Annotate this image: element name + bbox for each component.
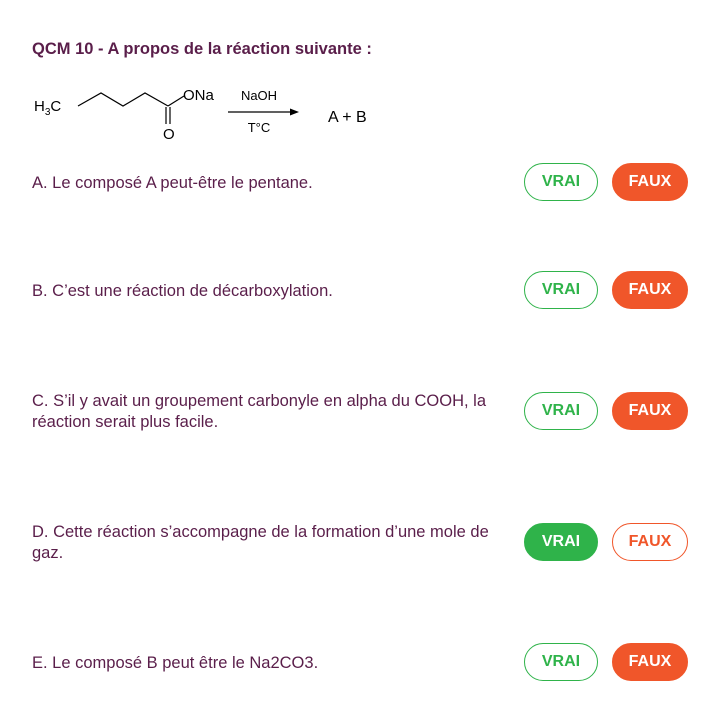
question-c-text: C. S’il y avait un groupement carbonyle en alpha du COOH, la réaction serait plus facile. — [32, 392, 486, 431]
question-c-faux-button[interactable]: FAUX — [612, 392, 688, 430]
methyl-label: $H_3C$ — [34, 98, 62, 118]
question-e-text: E. Le composé B peut être le Na2CO3. — [32, 654, 319, 672]
reaction-scheme — [28, 78, 408, 148]
reagent-temperature: T°C — [247, 120, 271, 135]
products-label: A + B — [328, 109, 367, 126]
question-c-vrai-button[interactable]: VRAI — [524, 392, 598, 430]
question-e-vrai-button[interactable]: VRAI — [524, 643, 598, 681]
qcm-title: QCM 10 - A propos de la réaction suivante : — [32, 40, 372, 58]
question-b-vrai-button[interactable]: VRAI — [524, 271, 598, 309]
reagent-naoh: NaOH — [240, 88, 278, 103]
oxygen-label: O — [163, 126, 175, 143]
reaction-arrow-head — [290, 109, 299, 116]
question-a-vrai-button[interactable]: VRAI — [524, 163, 598, 201]
c-o-bond — [168, 96, 184, 106]
question-b-faux-button[interactable]: FAUX — [612, 271, 688, 309]
question-d-faux-button[interactable]: FAUX — [612, 523, 688, 561]
question-a-faux-button[interactable]: FAUX — [612, 163, 688, 201]
question-b-text: B. C’est une réaction de décarboxylation. — [32, 282, 333, 300]
question-e-faux-button[interactable]: FAUX — [612, 643, 688, 681]
ona-label: ONa — [183, 87, 214, 104]
question-a-text: A. Le composé A peut-être le pentane. — [32, 174, 313, 192]
carbon-chain — [78, 93, 168, 106]
question-d-text: D. Cette réaction s’accompagne de la formation d’une mole de gaz. — [32, 523, 489, 562]
question-d-vrai-button[interactable]: VRAI — [524, 523, 598, 561]
